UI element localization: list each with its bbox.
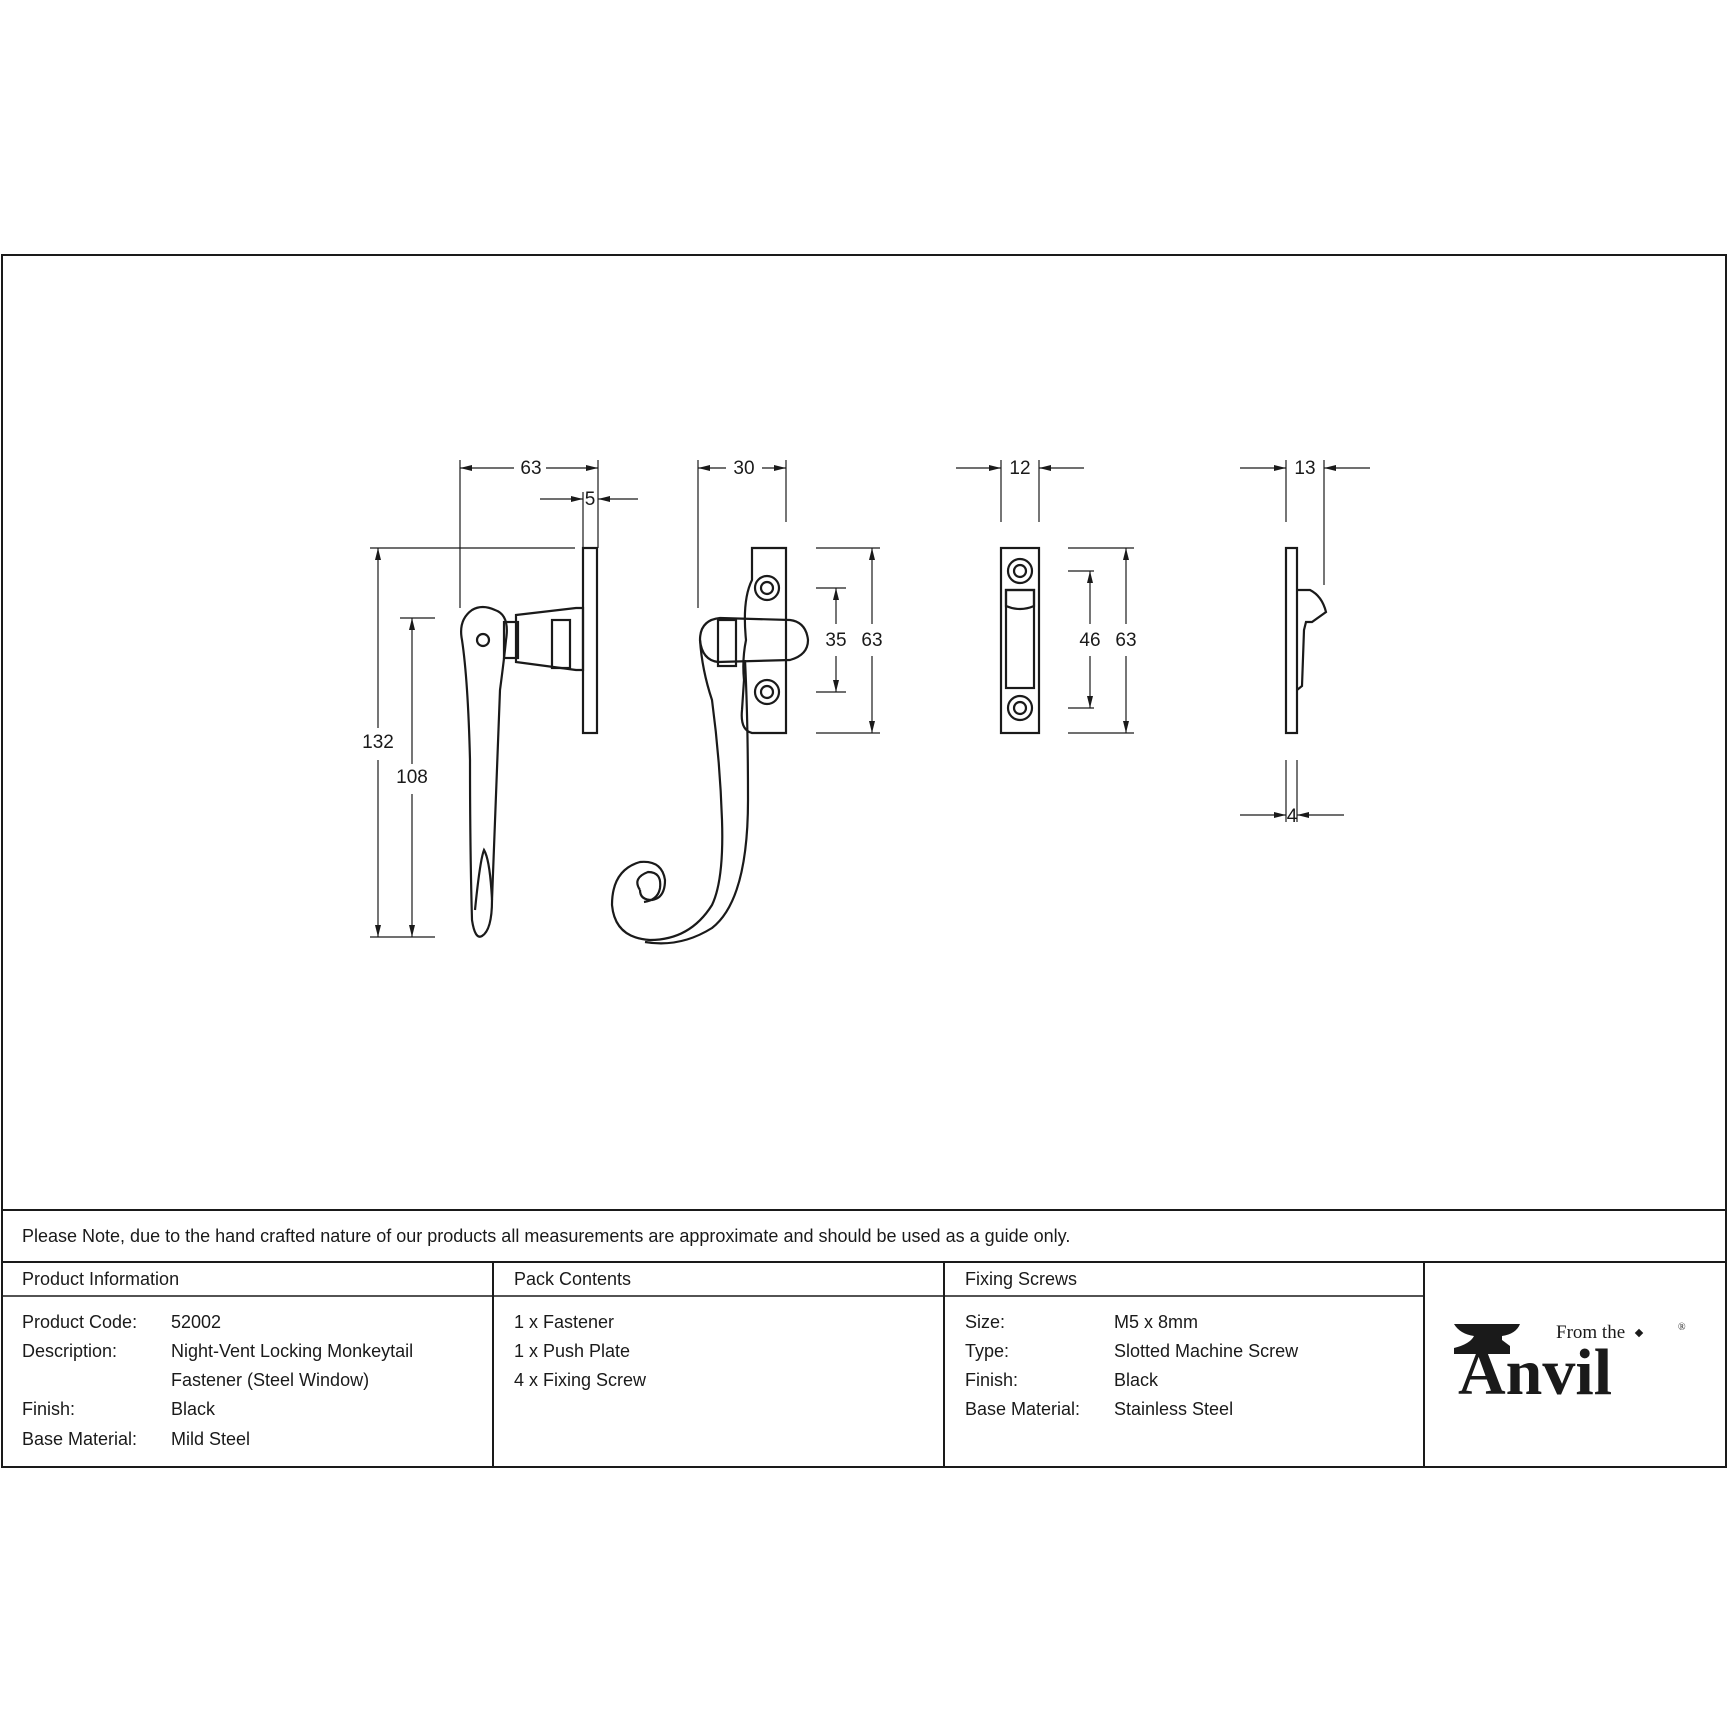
pack-contents-heading: Pack Contents [514, 1269, 632, 1289]
base-material-label: Base Material: [22, 1429, 138, 1449]
finish-value: Black [171, 1399, 216, 1419]
registered-mark: ® [1678, 1322, 1686, 1333]
screw-size-label: Size: [965, 1312, 1006, 1332]
screw-type-value: Slotted Machine Screw [1114, 1341, 1299, 1361]
dim-front-height-total: 132 [362, 732, 394, 753]
screw-finish-label: Finish: [965, 1370, 1019, 1390]
dim-side-hole-spacing: 35 [825, 630, 847, 651]
dim-edge-thickness: 4 [1286, 806, 1298, 827]
fixing-screws-heading: Fixing Screws [965, 1269, 1078, 1289]
edge-view [1240, 460, 1370, 822]
screw-finish-value: Black [1114, 1370, 1159, 1390]
anvil-logo-mark [1450, 1318, 1690, 1398]
dim-edge-depth: 13 [1294, 458, 1316, 479]
dim-front-width: 63 [520, 458, 542, 479]
description-label: Description: [22, 1341, 118, 1361]
push-plate-view [956, 460, 1137, 733]
disclaimer-note: Please Note, due to the hand crafted nature of our products all measurements are approximate and should be used as a guide only. [22, 1226, 1071, 1246]
diamond-icon [1635, 1329, 1643, 1337]
product-code-value: 52002 [171, 1312, 222, 1332]
front-view-fastener [370, 460, 638, 937]
screw-size-value: M5 x 8mm [1114, 1312, 1199, 1332]
dim-plate-height: 63 [1115, 630, 1137, 651]
dim-front-height-arm: 108 [396, 767, 428, 788]
description-value-line2: Fastener (Steel Window) [171, 1370, 370, 1390]
side-view-monkeytail [612, 460, 883, 943]
product-code-label: Product Code: [22, 1312, 138, 1332]
dim-plate-width: 12 [1009, 458, 1031, 479]
pack-item: 4 x Fixing Screw [514, 1370, 647, 1390]
logo-wordmark: Anvil [1458, 1336, 1613, 1398]
screw-material-value: Stainless Steel [1114, 1399, 1234, 1419]
screw-type-label: Type: [965, 1341, 1010, 1361]
dim-plate-hole-spacing: 46 [1079, 630, 1101, 651]
from-the-anvil-logo [1450, 1318, 1690, 1398]
base-material-value: Mild Steel [171, 1429, 251, 1449]
dim-front-plate: 5 [584, 489, 596, 510]
finish-label: Finish: [22, 1399, 76, 1419]
logo-small-text: From the [1556, 1322, 1626, 1343]
dim-side-width: 30 [733, 458, 755, 479]
screw-material-label: Base Material: [965, 1399, 1081, 1419]
pack-item: 1 x Fastener [514, 1312, 615, 1332]
dim-side-height: 63 [861, 630, 883, 651]
description-value-line1: Night-Vent Locking Monkeytail [171, 1341, 414, 1361]
pack-item: 1 x Push Plate [514, 1341, 631, 1361]
product-info-heading: Product Information [22, 1269, 180, 1289]
